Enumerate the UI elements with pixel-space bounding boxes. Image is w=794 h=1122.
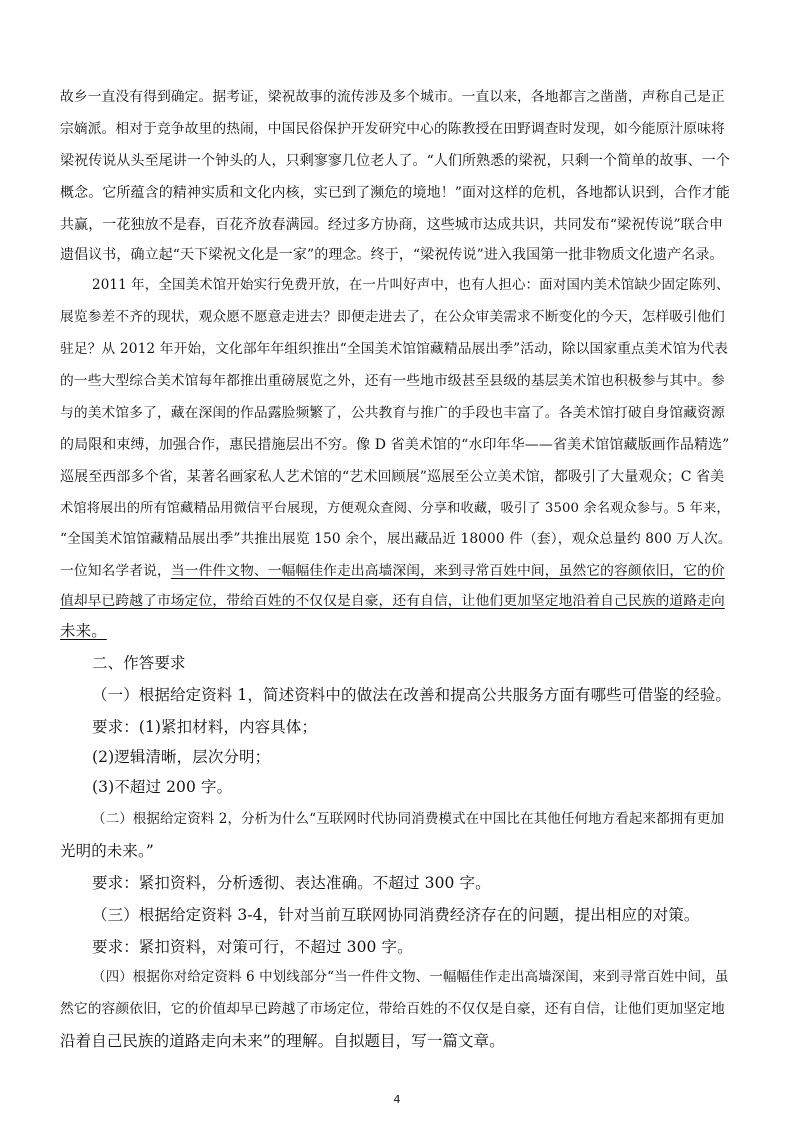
underlined-quote: 未来。: [60, 622, 107, 640]
paragraph-line: 驻足？从 2012 年开始，文化部年年组织推出“全国美术馆馆藏精品展出季”活动，除以国家重点美术馆为代表: [60, 341, 728, 357]
requirement-line: 要求：紧扣资料，分析透彻、表达准确。不超过 300 字。: [92, 874, 491, 892]
paragraph-line: 的局限和束缚，加强合作，惠民措施层出不穷。像 D 省美术馆的“水印年华——省美术馆馆藏版画作品精选”: [60, 437, 730, 453]
paragraph-line: 与的美术馆多了，藏在深闺的作品露脸频繁了，公共教育与推广的手段也丰富了。各美术馆打破自身馆藏资源: [60, 405, 725, 421]
question-1: （一）根据给定资料 1，简述资料中的做法在改善和提高公共服务方面有哪些可借鉴的经验。: [92, 686, 731, 704]
requirement-line: (3)不超过 200 字。: [92, 778, 233, 796]
question-4: （四）根据你对给定资料 6 中划线部分“当一件件文物、一幅幅佳作走出高墙深闺，来到寻常百姓中间，虽: [92, 969, 729, 985]
paragraph-line: 概念。它所蕴含的精神实质和文化内核，实已到了濒危的境地！”面对这样的危机，各地都认识到，合作才能: [60, 185, 730, 201]
paragraph-line: 2011 年，全国美术馆开始实行免费开放，在一片叫好声中，也有人担心：面对国内美术馆缺少固定陈列、: [92, 277, 730, 293]
requirement-line: 要求：紧扣资料，对策可行，不超过 300 字。: [92, 938, 413, 956]
section-heading: 二、作答要求: [92, 654, 186, 672]
question-3: （三）根据给定资料 3-4，针对当前互联网协同消费经济存在的问题，提出相应的对策。: [92, 906, 700, 924]
question-4-continuation: 然它的容颜依旧，它的价值却早已跨越了市场定位，带给百姓的不仅仅是自豪，还有自信，让他们更加坚定地: [60, 1001, 725, 1017]
paragraph-line: 展览参差不齐的现状，观众愿不愿意走进去？即便走进去了，在公众审美需求不断变化的今天，怎样吸引他们: [60, 309, 725, 325]
page-number: 4: [393, 1093, 401, 1106]
underlined-quote: 值却早已跨越了市场定位，带给百姓的不仅仅是自豪，还有自信，让他们更加坚定地沿着自己民族的道路走向: [60, 593, 725, 609]
question-2: （二）根据给定资料 2，分析为什么“互联网时代协同消费模式在中国比在其他任何地方看起来都拥有更加: [92, 811, 725, 827]
question-4-continuation: 沿着自己民族的道路走向未来”的理解。自拟题目，写一篇文章。: [60, 1032, 505, 1050]
paragraph-line: 巡展至西部多个省，某著名画家私人艺术馆的“艺术回顾展”巡展至公立美术馆，都吸引了大量观众；C 省美: [60, 469, 725, 485]
paragraph-line: “全国美术馆馆藏精品展出季”共推出展览 150 余个，展出藏品近 18000 件（套），观众总量约 800 万人次。: [60, 531, 732, 547]
paragraph-line: 遗倡议书，确立起“天下梁祝文化是一家”的理念。终于，“梁祝传说”进入我国第一批非物质文化遗产名录。: [60, 247, 724, 263]
paragraph-line: 宗嫡派。相对于竞争故里的热闹，中国民俗保护开发研究中心的陈教授在田野调查时发现，如今能原汁原味将: [60, 121, 725, 137]
paragraph-line: 故乡一直没有得到确定。据考证，梁祝故事的流传涉及多个城市。一直以来，各地都言之凿凿，声称自己是正: [60, 89, 725, 105]
quote-intro: 一位知名学者说，: [60, 563, 171, 579]
paragraph-line: 术馆将展出的所有馆藏精品用微信平台展现，方便观众查阅、分享和收藏，吸引了 3500 余名观众参与。5 年来，: [60, 501, 730, 516]
paragraph-line: [60, 561, 725, 581]
requirement-line: 要求：(1)紧扣材料，内容具体；: [92, 718, 318, 736]
question-2-continuation: 光明的未来。”: [60, 842, 154, 860]
paragraph-line: 共赢，一花独放不是春，百花齐放春满园。经过多方协商，这些城市达成共识，共同发布“梁祝传说”联合申: [60, 217, 724, 233]
paragraph-line: 梁祝传说从头至尾讲一个钟头的人，只剩寥寥几位老人了。“人们所熟悉的梁祝，只剩一个简单的故事、一个: [60, 153, 730, 169]
paragraph-line: 的一些大型综合美术馆每年都推出重磅展览之外，还有一些地市级甚至县级的基层美术馆也积极参与其中。参: [60, 373, 725, 389]
requirement-line: (2)逻辑清晰，层次分明；: [92, 748, 271, 766]
underlined-quote: 当一件件文物、一幅幅佳作走出高墙深闺，来到寻常百姓中间，虽然它的容颜依旧，它的价: [170, 563, 725, 579]
